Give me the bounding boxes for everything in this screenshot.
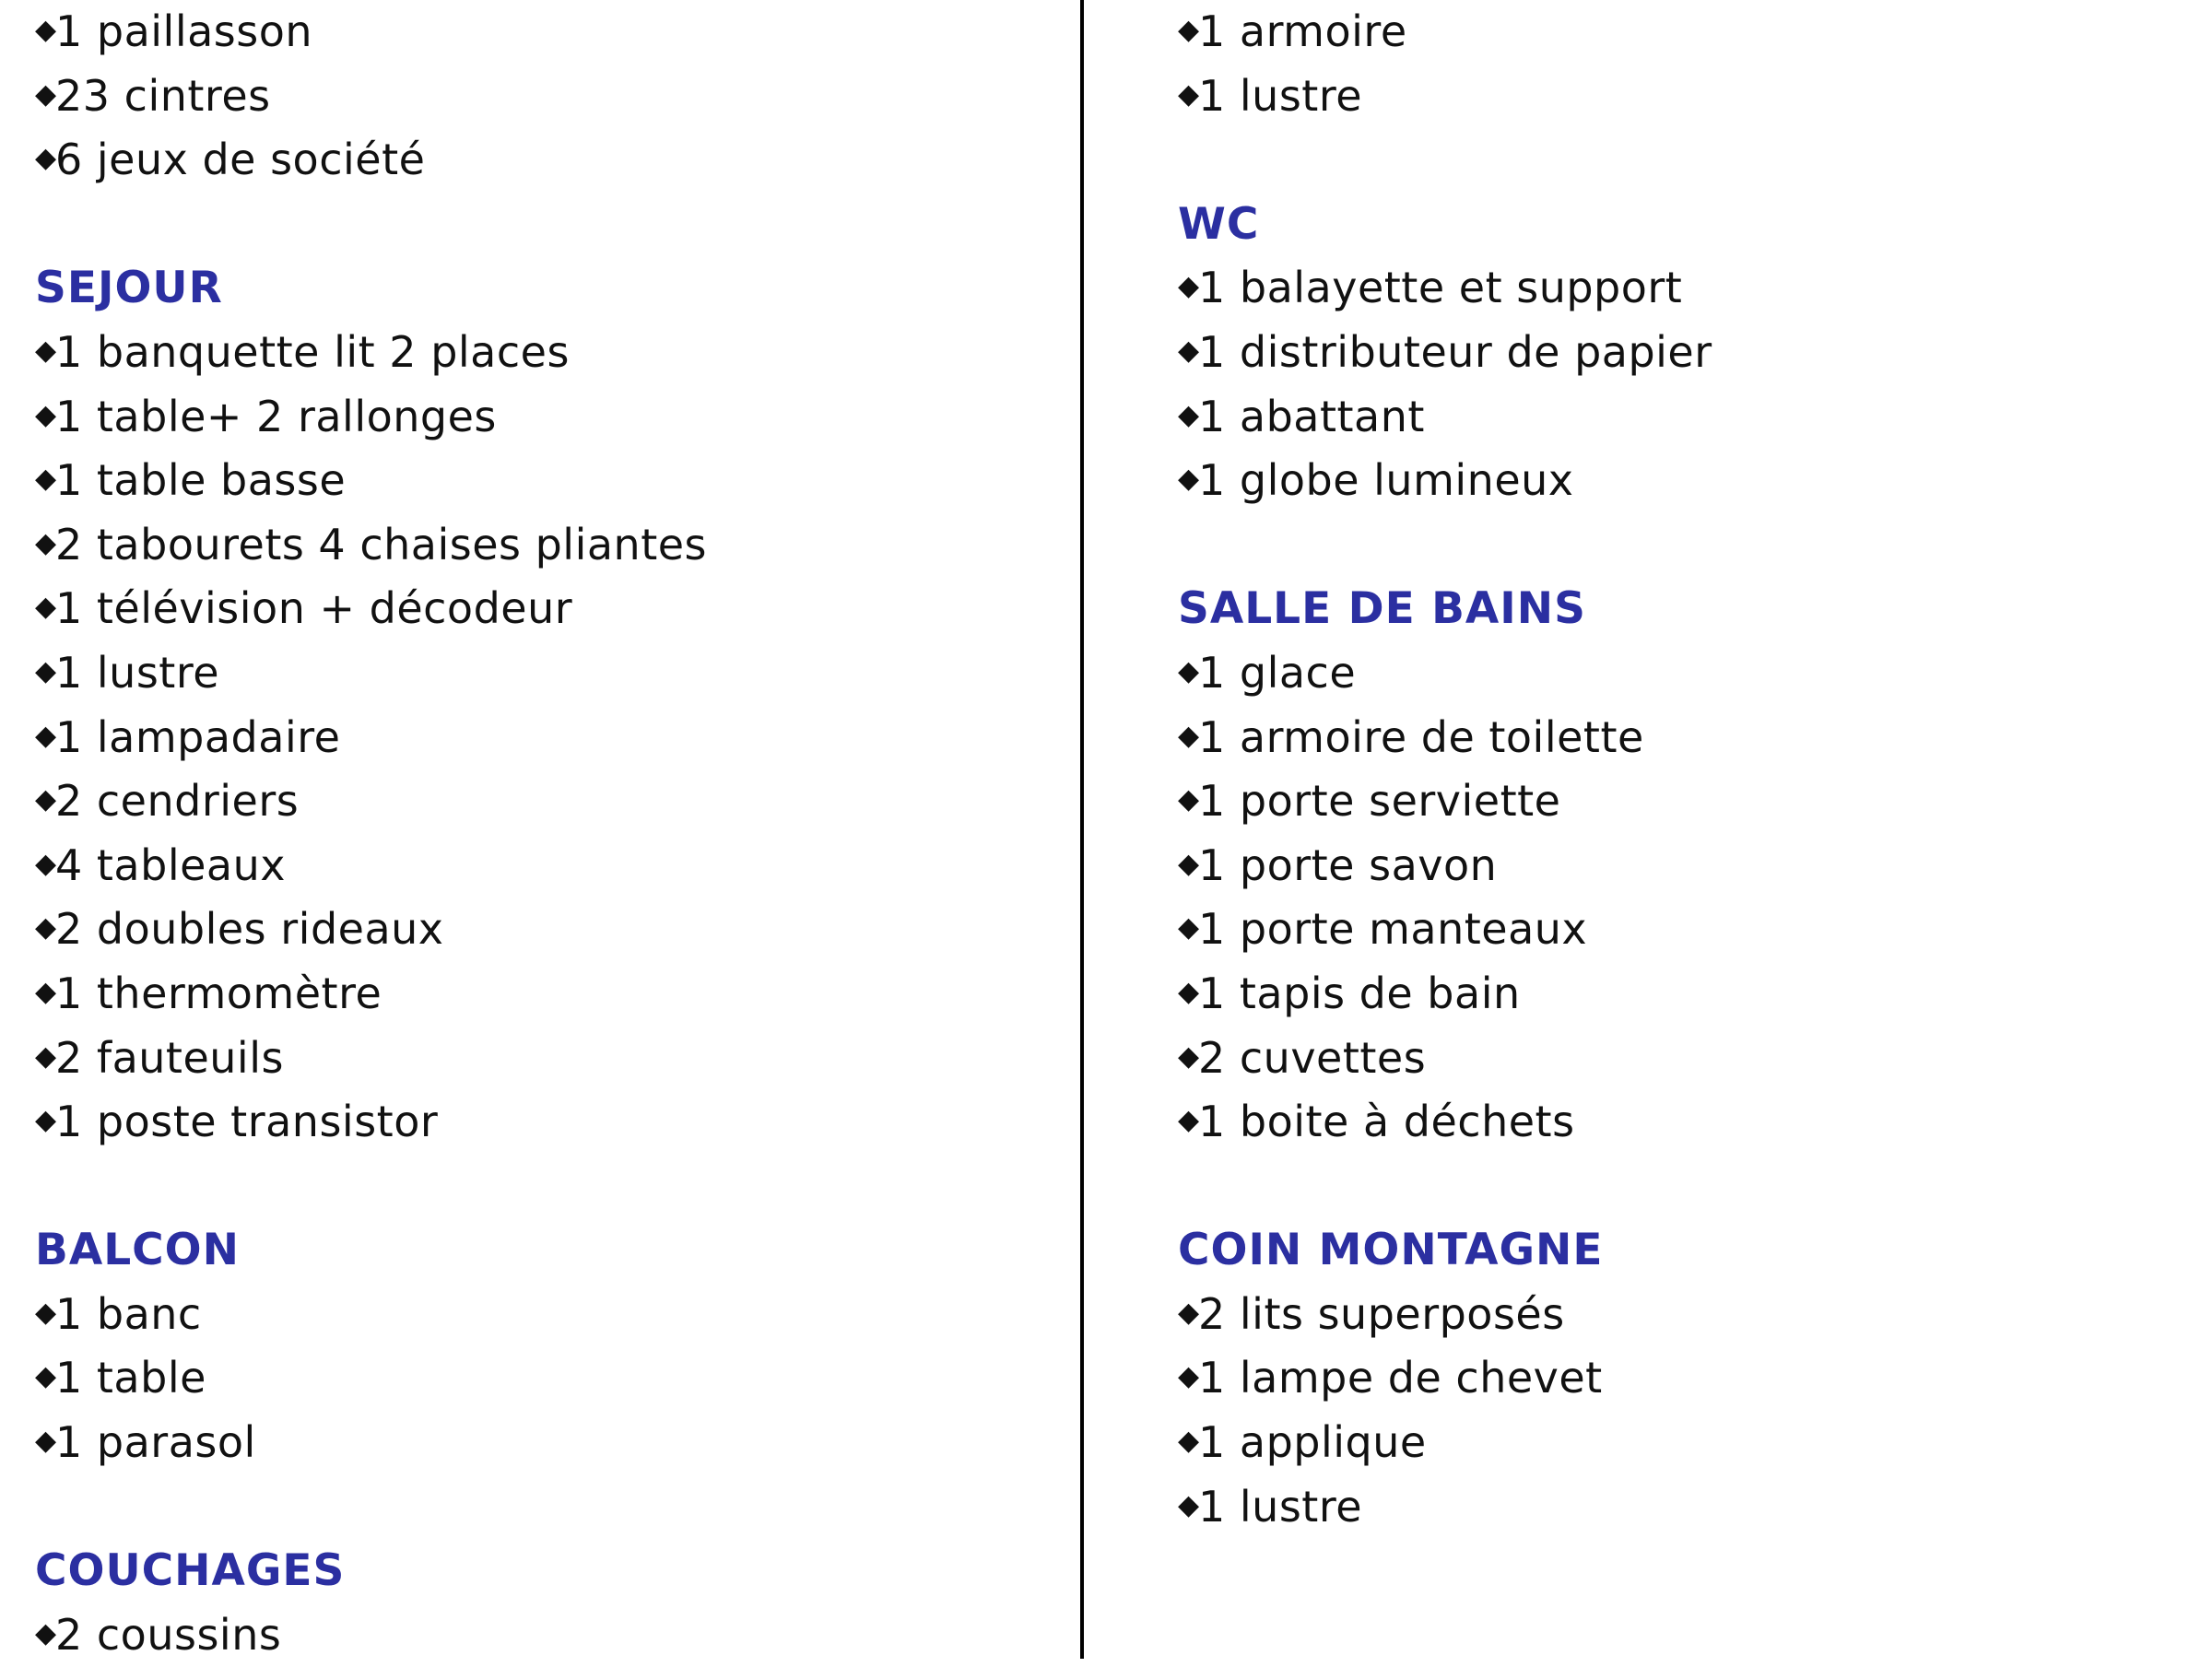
list-item: ◆1 télévision + décodeur bbox=[35, 577, 1067, 641]
diamond-bullet-icon: ◆ bbox=[35, 14, 57, 46]
section-heading-balcon: BALCON bbox=[35, 1225, 240, 1276]
diamond-bullet-icon: ◆ bbox=[35, 783, 57, 816]
list-item: ◆1 lustre bbox=[35, 641, 1067, 706]
list-item: ◆2 fauteuils bbox=[35, 1027, 1067, 1091]
list-item: ◆1 table basse bbox=[35, 449, 1067, 513]
list-item: ◆2 coussins bbox=[35, 1603, 1067, 1667]
list-item: ◆1 abattant bbox=[1178, 385, 2210, 450]
list-item: ◆23 cintres bbox=[35, 65, 1067, 129]
diamond-bullet-icon: ◆ bbox=[1178, 783, 1200, 816]
diamond-bullet-icon: ◆ bbox=[35, 463, 57, 496]
list-item: ◆2 tabourets 4 chaises pliantes bbox=[35, 513, 1067, 578]
list-item: ◆1 table bbox=[35, 1346, 1067, 1411]
diamond-bullet-icon: ◆ bbox=[35, 334, 57, 367]
diamond-bullet-icon: ◆ bbox=[1178, 911, 1200, 945]
diamond-bullet-icon: ◆ bbox=[1178, 1296, 1200, 1329]
diamond-bullet-icon: ◆ bbox=[35, 1616, 57, 1649]
list-item: ◆1 armoire de toilette bbox=[1178, 706, 2210, 770]
list-item: ◆1 applique bbox=[1178, 1411, 2210, 1475]
list-item: ◆1 distributeur de papier bbox=[1178, 321, 2210, 385]
left-column bbox=[35, 0, 1067, 1667]
diamond-bullet-icon: ◆ bbox=[1178, 14, 1200, 46]
diamond-bullet-icon: ◆ bbox=[1178, 270, 1200, 303]
diamond-bullet-icon: ◆ bbox=[35, 1104, 57, 1137]
list-item: ◆1 balayette et support bbox=[1178, 256, 2210, 321]
list-item: ◆1 lampe de chevet bbox=[1178, 1346, 2210, 1411]
diamond-bullet-icon: ◆ bbox=[35, 526, 57, 559]
section-heading-salle-de-bains: SALLE DE BAINS bbox=[1178, 583, 1586, 635]
diamond-bullet-icon: ◆ bbox=[1178, 1104, 1200, 1137]
diamond-bullet-icon: ◆ bbox=[1178, 1488, 1200, 1521]
list-item: ◆2 doubles rideaux bbox=[35, 898, 1067, 962]
list-item: ◆2 cendriers bbox=[35, 769, 1067, 834]
spacer bbox=[1178, 128, 2210, 193]
spacer bbox=[35, 193, 1067, 257]
diamond-bullet-icon: ◆ bbox=[35, 142, 57, 175]
list-item: ◆1 banquette lit 2 places bbox=[35, 321, 1067, 385]
list-item: ◆2 lits superposés bbox=[1178, 1283, 2210, 1347]
column-divider bbox=[1080, 0, 1084, 1659]
list-item: ◆2 cuvettes bbox=[1178, 1027, 2210, 1091]
diamond-bullet-icon: ◆ bbox=[35, 1425, 57, 1458]
diamond-bullet-icon: ◆ bbox=[35, 719, 57, 752]
list-item: ◆1 globe lumineux bbox=[1178, 449, 2210, 513]
list-item: ◆1 porte manteaux bbox=[1178, 898, 2210, 962]
diamond-bullet-icon: ◆ bbox=[35, 975, 57, 1008]
diamond-bullet-icon: ◆ bbox=[1178, 77, 1200, 111]
list-item: ◆1 lustre bbox=[1178, 1475, 2210, 1540]
list-item: ◆1 parasol bbox=[35, 1411, 1067, 1475]
diamond-bullet-icon: ◆ bbox=[35, 847, 57, 880]
list-item: ◆1 tapis de bain bbox=[1178, 962, 2210, 1027]
spacer bbox=[35, 1475, 1067, 1540]
diamond-bullet-icon: ◆ bbox=[1178, 1425, 1200, 1458]
section-heading-wc: WC bbox=[1178, 198, 1260, 250]
spacer bbox=[1178, 513, 2210, 578]
list-item: ◆1 armoire bbox=[1178, 0, 2210, 65]
list-item: ◆1 table+ 2 rallonges bbox=[35, 385, 1067, 450]
diamond-bullet-icon: ◆ bbox=[1178, 654, 1200, 687]
list-item: ◆1 glace bbox=[1178, 641, 2210, 706]
diamond-bullet-icon: ◆ bbox=[1178, 334, 1200, 367]
list-item: ◆6 jeux de société bbox=[35, 128, 1067, 193]
diamond-bullet-icon: ◆ bbox=[35, 911, 57, 945]
diamond-bullet-icon: ◆ bbox=[35, 398, 57, 431]
list-item: ◆1 banc bbox=[35, 1283, 1067, 1347]
list-item: ◆1 boite à déchets bbox=[1178, 1090, 2210, 1155]
diamond-bullet-icon: ◆ bbox=[35, 1039, 57, 1073]
diamond-bullet-icon: ◆ bbox=[1178, 975, 1200, 1008]
diamond-bullet-icon: ◆ bbox=[1178, 1360, 1200, 1393]
right-column bbox=[1178, 0, 2210, 1539]
diamond-bullet-icon: ◆ bbox=[35, 77, 57, 111]
diamond-bullet-icon: ◆ bbox=[35, 1296, 57, 1329]
spacer bbox=[1178, 1155, 2210, 1219]
diamond-bullet-icon: ◆ bbox=[1178, 1039, 1200, 1073]
diamond-bullet-icon: ◆ bbox=[1178, 463, 1200, 496]
list-item: ◆1 porte savon bbox=[1178, 834, 2210, 898]
diamond-bullet-icon: ◆ bbox=[1178, 847, 1200, 880]
diamond-bullet-icon: ◆ bbox=[1178, 398, 1200, 431]
list-item: ◆1 thermomètre bbox=[35, 962, 1067, 1027]
list-item: ◆1 porte serviette bbox=[1178, 769, 2210, 834]
diamond-bullet-icon: ◆ bbox=[35, 654, 57, 687]
list-item: ◆1 lustre bbox=[1178, 65, 2210, 129]
section-heading-couchages: COUCHAGES bbox=[35, 1545, 346, 1597]
diamond-bullet-icon: ◆ bbox=[35, 591, 57, 624]
diamond-bullet-icon: ◆ bbox=[1178, 719, 1200, 752]
list-item: ◆1 poste transistor bbox=[35, 1090, 1067, 1155]
list-item: ◆1 lampadaire bbox=[35, 706, 1067, 770]
list-item: ◆1 paillasson bbox=[35, 0, 1067, 65]
diamond-bullet-icon: ◆ bbox=[35, 1360, 57, 1393]
section-heading-sejour: SEJOUR bbox=[35, 263, 223, 314]
spacer bbox=[35, 1155, 1067, 1219]
list-item: ◆4 tableaux bbox=[35, 834, 1067, 898]
section-heading-coin-montagne: COIN MONTAGNE bbox=[1178, 1225, 1604, 1276]
